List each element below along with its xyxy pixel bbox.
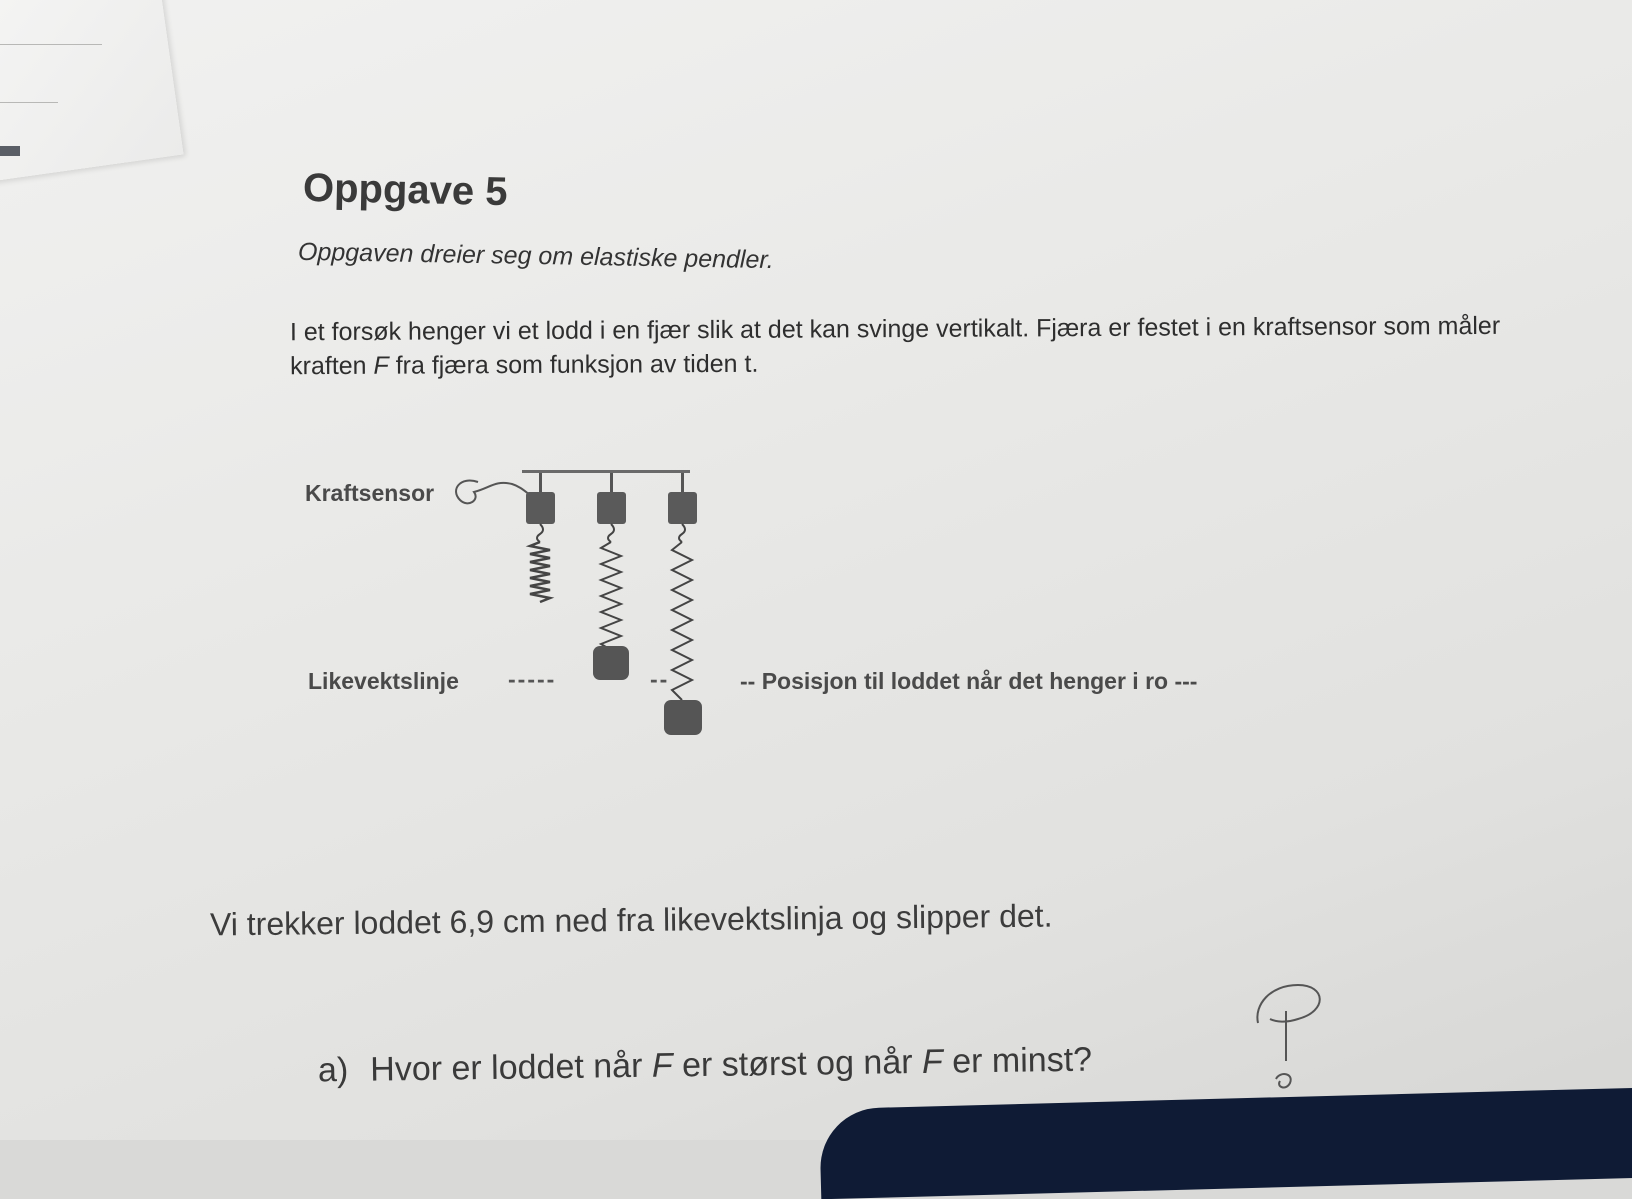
spring-figure <box>290 470 1340 770</box>
sensor-block-left <box>526 492 555 524</box>
equilibrium-label: Likevektslinje <box>308 668 459 694</box>
sensor-label: Kraftsensor <box>305 480 435 506</box>
instruction-text: Vi trekker loddet 6,9 cm ned fra likevektslinja og slipper det. <box>209 897 1053 943</box>
spring-stretched <box>672 542 692 700</box>
spring-diagram <box>290 470 1340 770</box>
intro-text: Oppgaven dreier seg om elastiske pendler. <box>297 237 774 275</box>
post-left <box>539 473 542 493</box>
position-label: -- Posisjon til loddet når det henger i ro --- <box>740 668 1198 694</box>
question-a-part-1: Hvor er loddet når <box>369 1046 653 1089</box>
paragraph-part-2: fra fjæra som funksjon av tiden t. <box>388 349 759 380</box>
hook-right <box>679 524 685 542</box>
post-middle <box>610 473 613 493</box>
handwritten-mark <box>1250 975 1330 1100</box>
question-a-symbol-2: F <box>921 1042 944 1081</box>
post-right <box>681 473 684 493</box>
question-a-symbol-1: F <box>651 1046 673 1085</box>
equilibrium-dashes: ----- <box>508 666 557 692</box>
hook-middle <box>608 524 614 542</box>
question-a-part-3: er minst? <box>942 1040 1093 1081</box>
middle-dashes: -- <box>650 666 670 692</box>
support-bar <box>522 470 690 473</box>
paragraph-part-1: I et forsøk henger vi et lodd i en fjær slik at det kan svinge vertikalt. Fjæra er festet i en kraftsensor som måler kraften <box>289 311 1501 381</box>
weight-right <box>664 700 702 735</box>
force-symbol: F <box>373 351 389 380</box>
question-a-part-2: er størst og når <box>672 1042 923 1085</box>
question-a-label: a) <box>317 1050 349 1090</box>
weight-middle <box>593 646 629 680</box>
spring-compressed <box>530 542 550 602</box>
spring-equilibrium <box>601 542 621 650</box>
question-a <box>318 1041 1093 1091</box>
page-title: Oppgave 5 <box>302 165 508 215</box>
hook-left <box>537 524 543 542</box>
problem-paragraph <box>290 309 1520 383</box>
sensor-block-right <box>668 492 697 524</box>
sensor-block-middle <box>597 492 626 524</box>
